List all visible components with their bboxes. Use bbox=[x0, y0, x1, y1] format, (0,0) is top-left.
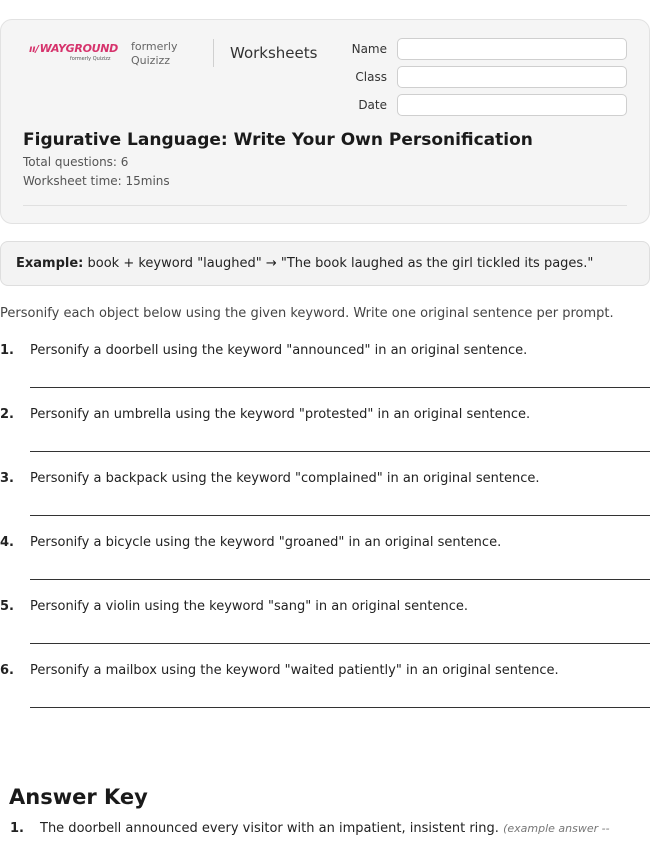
question-number: 3. bbox=[0, 471, 14, 486]
answer-key-note: (example answer -- bbox=[503, 822, 610, 835]
worksheets-label: Worksheets bbox=[230, 44, 318, 62]
logo-subtext: formerly Quizizz bbox=[70, 56, 111, 62]
formerly-quizizz-note: formerly Quizizz bbox=[131, 40, 178, 67]
question-text: Personify a doorbell using the keyword "announced" in an original sentence. bbox=[30, 343, 528, 358]
worksheet-time: Worksheet time: 15mins bbox=[23, 174, 170, 188]
header-bottom-divider bbox=[23, 205, 627, 206]
question-text: Personify an umbrella using the keyword "protested" in an original sentence. bbox=[30, 407, 531, 422]
question-text: Personify a violin using the keyword "sang" in an original sentence. bbox=[30, 599, 468, 614]
answer-line[interactable] bbox=[30, 451, 650, 452]
question-text: Personify a bicycle using the keyword "groaned" in an original sentence. bbox=[30, 535, 502, 550]
question-number: 4. bbox=[0, 535, 14, 550]
class-field[interactable] bbox=[397, 66, 627, 88]
instructions: Personify each object below using the given keyword. Write one original sentence per prompt. bbox=[0, 306, 614, 321]
answer-line[interactable] bbox=[30, 643, 650, 644]
question-number: 6. bbox=[0, 663, 14, 678]
wayground-logo bbox=[29, 42, 119, 66]
question-text: Personify a mailbox using the keyword "waited patiently" in an original sentence. bbox=[30, 663, 559, 678]
question-number: 1. bbox=[0, 343, 14, 358]
worksheet-title: Figurative Language: Write Your Own Personification bbox=[23, 130, 533, 150]
logo-text: WAYGROUND bbox=[39, 42, 118, 55]
logo-bars-icon: ıı/ bbox=[29, 44, 39, 55]
example-label: Example: bbox=[16, 256, 84, 271]
example-box bbox=[0, 241, 650, 286]
example-text: book + keyword "laughed" → "The book laughed as the girl tickled its pages." bbox=[83, 256, 594, 271]
answer-line[interactable] bbox=[30, 387, 650, 388]
class-label: Class bbox=[355, 70, 387, 84]
answer-line[interactable] bbox=[30, 515, 650, 516]
answer-key-number: 1. bbox=[10, 821, 24, 836]
question-number: 2. bbox=[0, 407, 14, 422]
answer-line[interactable] bbox=[30, 579, 650, 580]
total-questions: Total questions: 6 bbox=[23, 155, 129, 169]
header-divider bbox=[213, 39, 214, 67]
answer-key-title: Answer Key bbox=[9, 785, 148, 809]
answer-line[interactable] bbox=[30, 707, 650, 708]
answer-key-text: The doorbell announced every visitor with an impatient, insistent ring. bbox=[40, 821, 499, 836]
name-field[interactable] bbox=[397, 38, 627, 60]
date-label: Date bbox=[358, 98, 387, 112]
question-number: 5. bbox=[0, 599, 14, 614]
answer-key-item bbox=[40, 821, 610, 836]
date-field[interactable] bbox=[397, 94, 627, 116]
question-text: Personify a backpack using the keyword "complained" in an original sentence. bbox=[30, 471, 540, 486]
name-label: Name bbox=[351, 42, 387, 56]
